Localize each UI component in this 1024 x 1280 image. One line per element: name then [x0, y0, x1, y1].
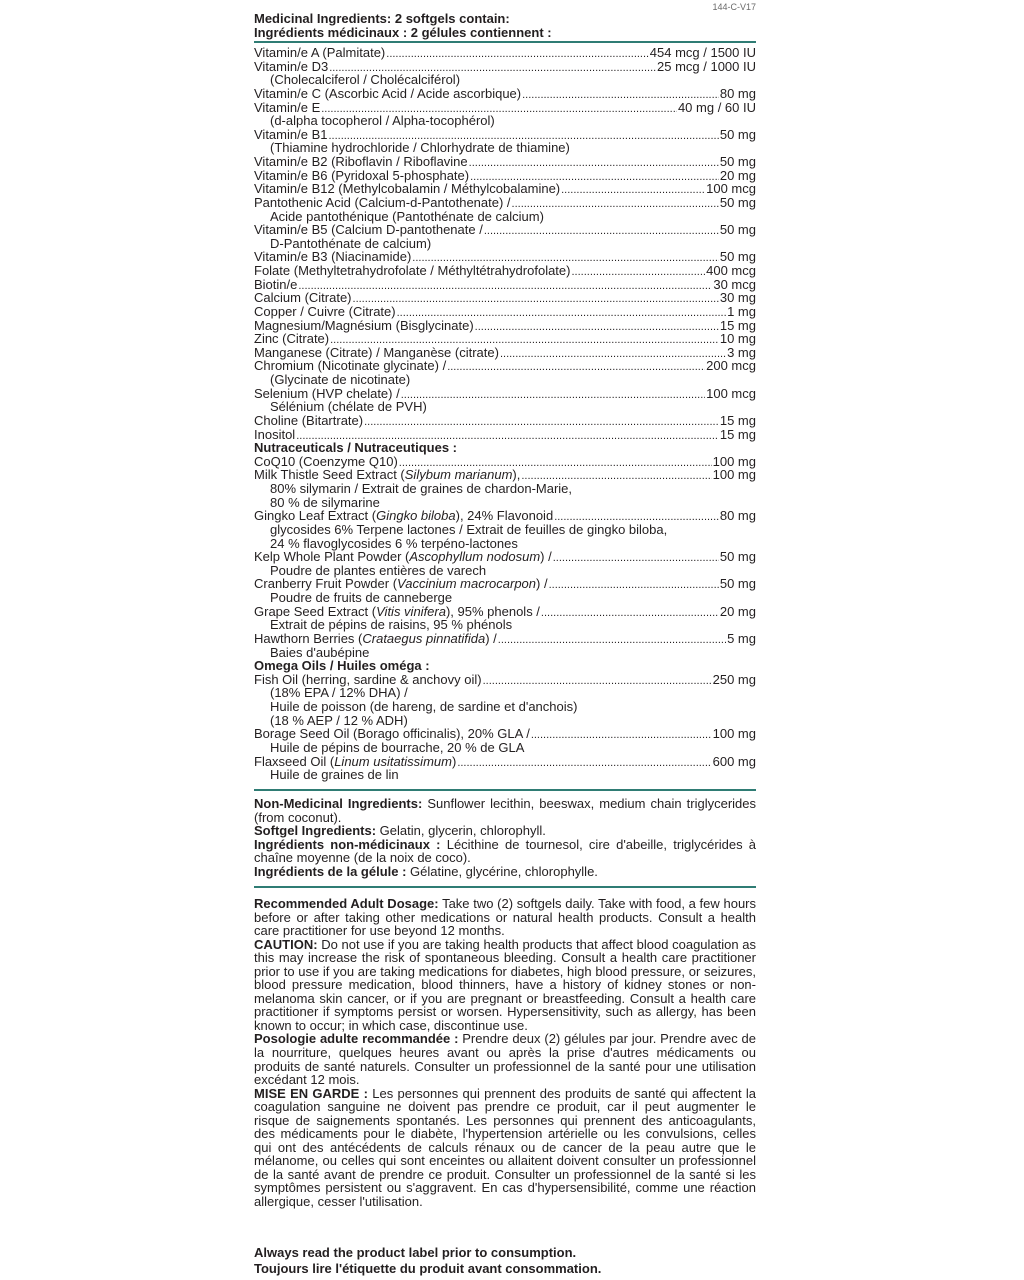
dot-leader	[412, 250, 719, 263]
dot-leader	[561, 182, 705, 195]
ingredient-row	[254, 387, 756, 401]
softgel-text-fr: Gélatine, glycérine, chlorophylle.	[406, 863, 598, 879]
dot-leader	[484, 223, 719, 236]
ingredient-amount: 600 mg	[712, 753, 756, 769]
ingredient-name	[254, 305, 396, 319]
ingredient-name-text: Vitamin/e B3 (Niacinamide)	[254, 249, 412, 265]
ingredient-row	[254, 727, 756, 741]
dosage-label-fr: Posologie adulte recommandée :	[254, 1031, 459, 1047]
ingredient-detail: Baies d'aubépine	[270, 644, 370, 660]
ingredient-name	[254, 196, 511, 210]
ingredient-amount: 50 mg	[719, 194, 756, 210]
ingredient-name	[254, 332, 329, 346]
ingredient-amount: 50 mg	[719, 126, 756, 142]
divider-rule	[254, 41, 756, 43]
heading-english: Medicinal Ingredients: 2 softgels contain:	[254, 11, 510, 26]
ingredient-row	[254, 755, 756, 769]
ingredient-name-suffix: ), 95% phenols /	[445, 603, 540, 619]
non-medicinal-label-fr: Ingrédients non-médicinaux :	[254, 836, 441, 852]
ingredient-name-text: Manganese (Citrate) / Manganèse (citrate)	[254, 344, 499, 360]
dot-leader	[470, 169, 719, 182]
ingredient-amount: 100 mg	[712, 467, 756, 483]
softgel-label-fr: Ingrédients de la gélule :	[254, 863, 407, 879]
ingredient-amount: 25 mcg / 1000 IU	[657, 58, 756, 74]
ingredient-detail: 80 % de silymarine	[270, 494, 380, 510]
ingredient-name-text: Pantothenic Acid (Calcium-d-Pantothenate) /	[254, 194, 511, 210]
ingredient-amount: 10 mg	[719, 331, 756, 347]
dot-leader	[328, 128, 718, 141]
ingredient-row	[254, 673, 756, 687]
ingredient-detail: (18 % AEP / 12 % ADH)	[270, 712, 408, 728]
ingredient-name-suffix: ), 24% Flavonoid	[455, 508, 554, 524]
dot-leader	[571, 264, 705, 277]
ingredients-list	[254, 46, 756, 782]
ingredient-amount: 400 mcg	[706, 263, 756, 278]
footer-french: Toujours lire l'étiquette du produit avant consommation.	[254, 1260, 602, 1276]
ingredient-name-text: Flaxseed Oil (	[254, 753, 335, 769]
ingredient-row	[254, 577, 756, 591]
dot-leader	[475, 319, 719, 332]
ingredient-name-text: Vitamin/e D3	[254, 58, 329, 74]
latin-name: Vaccinium macrocarpon	[397, 576, 537, 592]
softgel-label: Softgel Ingredients:	[254, 823, 377, 839]
ingredient-name	[254, 673, 482, 687]
dot-leader	[457, 755, 711, 768]
footer-notice	[254, 1245, 601, 1276]
ingredient-detail: Sélénium (chélate de PVH)	[270, 399, 427, 415]
non-medicinal-text-fr: Lécithine de tournesol, cire d'abeille, triglycérides à chaîne moyenne (de la noix de coco).	[254, 836, 757, 866]
ingredient-row	[254, 332, 756, 346]
ingredient-amount: 30 mcg	[713, 276, 756, 292]
ingredient-name-suffix: ),	[512, 467, 521, 483]
ingredient-amount: 20 mg	[719, 603, 756, 619]
ingredient-name	[254, 387, 400, 401]
non-medicinal-text: Sunflower lecithin, beeswax, medium chain triglycerides (from coconut).	[254, 796, 756, 825]
ingredient-name-text: Choline (Bitartrate)	[254, 412, 364, 428]
ingredient-name-text: Kelp Whole Plant Powder (	[254, 549, 410, 565]
ingredient-row	[254, 101, 756, 115]
ingredient-row	[254, 169, 756, 183]
ingredient-amount: 5 mg	[727, 630, 756, 646]
dot-leader	[399, 455, 712, 468]
ingredient-amount: 100 mg	[712, 453, 756, 469]
ingredient-amount: 200 mcg	[706, 358, 756, 374]
ingredient-detail: (18% EPA / 12% DHA) /	[270, 685, 408, 701]
dot-leader	[554, 509, 719, 522]
medicinal-ingredients-heading	[254, 12, 552, 39]
dot-leader	[549, 577, 719, 590]
ingredient-name-text: Vitamin/e C (Ascorbic Acid / Acide ascorbique)	[254, 85, 522, 101]
ingredient-detail: glycosides 6% Terpene lactones / Extrait de feuilles de gingko biloba,	[270, 521, 668, 537]
ingredient-name-text: Calcium (Citrate)	[254, 290, 352, 306]
ingredient-name	[254, 128, 327, 142]
dot-leader	[531, 727, 712, 740]
ingredient-name	[254, 605, 540, 619]
ingredient-row	[254, 128, 756, 142]
ingredient-name	[254, 346, 499, 360]
softgel-text: Gelatin, glycerin, chlorophyll.	[376, 823, 546, 839]
ingredient-name	[254, 101, 320, 115]
ingredient-name-text: Vitamin/e B2 (Riboflavin / Riboflavine	[254, 154, 468, 169]
ingredient-name	[254, 319, 474, 333]
ingredient-name-text: Copper / Cuivre (Citrate)	[254, 303, 396, 319]
dot-leader	[364, 414, 719, 427]
ingredient-name	[254, 468, 520, 482]
ingredient-name-text: Gingko Leaf Extract (	[254, 508, 377, 524]
ingredient-row	[254, 182, 756, 196]
ingredient-name-text: Biotin/e	[254, 276, 298, 292]
ingredient-amount: 80 mg	[719, 85, 756, 101]
ingredient-detail: Huile de pépins de bourrache, 20 % de GLA	[270, 739, 525, 755]
ingredient-amount: 1 mg	[727, 303, 756, 319]
ingredient-name-text: Fish Oil (herring, sardine & anchovy oil)	[254, 671, 482, 687]
ingredient-amount: 40 mg / 60 IU	[677, 99, 756, 115]
divider-rule	[254, 886, 756, 888]
dot-leader	[401, 387, 705, 400]
dot-leader	[296, 428, 719, 441]
ingredient-amount: 15 mg	[719, 412, 756, 428]
latin-name: Silybum marianum	[404, 467, 513, 483]
ingredient-name	[254, 414, 363, 428]
latin-name: Linum usitatissimum	[334, 753, 452, 769]
ingredient-name	[254, 455, 398, 469]
ingredient-name	[254, 727, 530, 741]
ingredient-name-text: CoQ10 (Coenzyme Q10)	[254, 453, 398, 469]
dosage-text-fr: Prendre deux (2) gélules par jour. Prendre avec de la nourriture, quelques heures avant ou après la prise d'autres médicaments ou produits de santé naturels. Consulter un professionnel de la santé pour une utilisation excédant 12 mois.	[254, 1031, 757, 1088]
ingredient-detail: D-Pantothénate de calcium)	[270, 235, 432, 251]
dot-leader	[512, 196, 719, 209]
ingredient-name-text: Folate (Methyltetrahydrofolate / Méthyltétrahydrofolate)	[254, 263, 571, 278]
ingredient-row	[254, 87, 756, 101]
ingredient-name-text: Vitamin/e A (Palmitate)	[254, 45, 386, 60]
dot-leader	[522, 87, 719, 100]
ingredient-name	[254, 250, 411, 264]
ingredient-row	[254, 509, 756, 523]
ingredient-name-text: Vitamin/e B1	[254, 126, 328, 142]
ingredient-row	[254, 305, 756, 319]
ingredient-detail: Huile de graines de lin	[270, 767, 399, 783]
ingredient-name-suffix: ) /	[540, 549, 552, 565]
latin-name: Vitis vinifera	[376, 603, 446, 619]
dot-leader	[553, 550, 719, 563]
ingredient-row	[254, 223, 756, 237]
latin-name: Ascophyllum nodosum	[409, 549, 541, 565]
dot-leader	[397, 305, 726, 318]
caution-text-fr: Les personnes qui prennent des produits de santé qui affectent la coagulation sanguine ne doivent pas prendre ce produit, car il peut augmenter le risque de saignements spontanés. Les personnes qui prennent des anticoagulants, des médicaments pour le diabète, l'hypertension artérielle ou les convulsions, celles qui ont des antécédents de calculs rénaux ou de cancer de la peau autre que le mélanome, ou celles qui sont enceintes ou allaitent doivent consulter un professionnel de la santé avant de prendre ce produit. Consulter un professionnel de la santé si les symptômes persistent ou s'aggravent. En cas d'hypersensibilité, comme une réaction allergique, cesser l'utilisation.	[254, 1085, 756, 1210]
latin-name: Crataegus pinnatifida	[362, 630, 486, 646]
ingredient-name-text: Selenium (HVP chelate) /	[254, 385, 400, 401]
section-heading: Omega Oils / Huiles oméga :	[254, 658, 430, 674]
ingredient-name	[254, 46, 385, 60]
ingredient-row	[254, 455, 756, 469]
ingredient-row	[254, 46, 756, 60]
ingredient-detail: 80% silymarin / Extrait de graines de chardon-Marie,	[270, 481, 573, 496]
ingredient-name-text: Borage Seed Oil (Borago officinalis), 20% GLA /	[254, 726, 530, 742]
latin-name: Gingko biloba	[376, 508, 456, 524]
dosage-text: Take two (2) softgels daily. Take with food, a few hours before or after taking other medications or natural health products. Consult a health care practitioner for use beyond 12 months.	[254, 896, 757, 939]
caution-text: Do not use if you are taking health products that affect blood coagulation as this may increase the risk of spontaneous bleeding. Consult a health care practitioner prior to use if you are taking medications for diabetes, high blood pressure, or seizures, blood pressure medication, blood thinners, have a history of kidney stones or non-melanoma skin cancer, or if you are pregnant or breastfeeding. Consult a health care practitioner if symptoms persist or worsen. Hypersensitivity, such as allergy, has been known to occur; in which case, discontinue use.	[254, 936, 756, 1033]
ingredient-row	[254, 196, 756, 210]
ingredient-amount: 100 mcg	[706, 385, 756, 401]
ingredient-row	[254, 155, 756, 169]
ingredient-row	[254, 291, 756, 305]
dot-leader	[298, 278, 712, 291]
ingredient-name	[254, 550, 552, 564]
ingredient-name	[254, 264, 570, 278]
non-medicinal-ingredients	[254, 797, 756, 878]
dot-leader	[521, 468, 711, 481]
ingredient-row	[254, 278, 756, 292]
non-medicinal-label: Non-Medicinal Ingredients:	[254, 796, 423, 811]
ingredient-detail: Extrait de pépins de raisins, 95 % phénols	[270, 617, 513, 633]
ingredient-amount: 50 mg	[719, 154, 756, 169]
ingredient-name	[254, 428, 295, 442]
ingredient-amount: 30 mg	[719, 290, 756, 306]
directions-section	[254, 897, 756, 1209]
dot-leader	[353, 291, 719, 304]
ingredient-amount: 454 mcg / 1500 IU	[649, 45, 756, 60]
caution-label: CAUTION:	[254, 936, 318, 952]
ingredient-name	[254, 169, 469, 183]
ingredient-name-text: Zinc (Citrate)	[254, 331, 330, 347]
ingredient-name	[254, 182, 560, 196]
ingredient-detail: 24 % flavoglycosides 6 % terpéno-lactones	[270, 535, 518, 551]
ingredient-name	[254, 223, 483, 237]
ingredient-amount: 100 mcg	[706, 181, 756, 197]
ingredient-name	[254, 632, 497, 646]
dot-leader	[498, 632, 726, 645]
caution-label-fr: MISE EN GARDE :	[254, 1085, 368, 1101]
dosage-label: Recommended Adult Dosage:	[254, 896, 439, 911]
ingredient-row	[254, 428, 756, 442]
dot-leader	[321, 101, 677, 114]
ingredient-row	[254, 605, 756, 619]
ingredient-name	[254, 291, 352, 305]
dot-leader	[386, 46, 649, 59]
ingredient-row	[254, 346, 756, 360]
ingredient-name-text: Vitamin/e E	[254, 99, 321, 115]
section-heading: Nutraceuticals / Nutraceutiques :	[254, 440, 457, 456]
label-code: 144-C-V17	[712, 2, 756, 12]
ingredient-name-text: Chromium (Nicotinate glycinate) /	[254, 358, 447, 374]
dot-leader	[330, 332, 719, 345]
ingredient-name	[254, 278, 297, 292]
ingredient-amount: 250 mg	[712, 671, 756, 687]
ingredient-name-suffix: )	[451, 753, 457, 769]
ingredient-name	[254, 509, 553, 523]
ingredient-name-suffix: ) /	[485, 630, 497, 646]
ingredient-name	[254, 755, 456, 769]
ingredient-name-text: Magnesium/Magnésium (Bisglycinate)	[254, 317, 474, 333]
dot-leader	[447, 359, 705, 372]
divider-rule	[254, 789, 756, 791]
ingredient-detail: (Glycinate de nicotinate)	[270, 372, 411, 387]
ingredient-row	[254, 60, 756, 74]
ingredient-amount: 80 mg	[719, 508, 756, 524]
ingredient-amount: 50 mg	[719, 249, 756, 265]
dot-leader	[541, 605, 719, 618]
ingredient-detail: Huile de poisson (de hareng, de sardine et d'anchois)	[270, 699, 578, 714]
ingredient-amount: 50 mg	[719, 549, 756, 565]
ingredient-amount: 20 mg	[719, 167, 756, 183]
ingredient-name-text: Vitamin/e B6 (Pyridoxal 5-phosphate)	[254, 167, 470, 183]
ingredient-name	[254, 359, 446, 373]
dot-leader	[329, 60, 656, 73]
ingredient-amount: 50 mg	[719, 576, 756, 592]
ingredient-name	[254, 155, 468, 169]
ingredient-name-suffix: ) /	[536, 576, 548, 592]
ingredient-amount: 3 mg	[727, 344, 756, 360]
ingredient-name-text: Cranberry Fruit Powder (	[254, 576, 398, 592]
ingredient-row	[254, 264, 756, 278]
ingredient-detail: (d-alpha tocopherol / Alpha-tocophérol)	[270, 113, 495, 129]
ingredient-name	[254, 577, 548, 591]
ingredient-row	[254, 414, 756, 428]
ingredient-detail: (Thiamine hydrochloride / Chlorhydrate de thiamine)	[270, 140, 570, 156]
ingredient-row	[254, 468, 756, 482]
dot-leader	[469, 155, 719, 168]
ingredient-row	[254, 632, 756, 646]
ingredient-row	[254, 250, 756, 264]
ingredient-name-text: Grape Seed Extract (	[254, 603, 377, 619]
dot-leader	[500, 346, 726, 359]
ingredient-row	[254, 359, 756, 373]
ingredient-name-text: Vitamin/e B12 (Methylcobalamin / Méthylcobalamine)	[254, 181, 561, 197]
ingredient-name-text: Milk Thistle Seed Extract (	[254, 467, 405, 483]
footer-english: Always read the product label prior to consumption.	[254, 1245, 577, 1260]
ingredient-amount: 100 mg	[712, 726, 756, 742]
heading-french: Ingrédients médicinaux : 2 gélules contiennent :	[254, 24, 552, 40]
ingredient-detail: Poudre de fruits de canneberge	[270, 590, 453, 605]
ingredient-name-text: Vitamin/e B5 (Calcium D-pantothenate /	[254, 222, 483, 238]
ingredient-name	[254, 87, 521, 101]
ingredient-name	[254, 60, 328, 74]
ingredient-detail: Poudre de plantes entières de varech	[270, 562, 487, 578]
ingredient-amount: 15 mg	[719, 317, 756, 333]
ingredient-amount: 50 mg	[719, 222, 756, 238]
ingredient-amount: 15 mg	[719, 426, 756, 442]
ingredient-name-text: Hawthorn Berries (	[254, 630, 363, 646]
label-panel	[254, 0, 756, 1280]
dot-leader	[483, 673, 712, 686]
ingredient-detail: (Cholecalciferol / Cholécalciférol)	[270, 72, 461, 88]
ingredient-row	[254, 550, 756, 564]
ingredient-name-text: Inositol	[254, 426, 296, 442]
ingredient-row	[254, 319, 756, 333]
ingredient-detail: Acide pantothénique (Pantothénate de calcium)	[270, 208, 544, 224]
